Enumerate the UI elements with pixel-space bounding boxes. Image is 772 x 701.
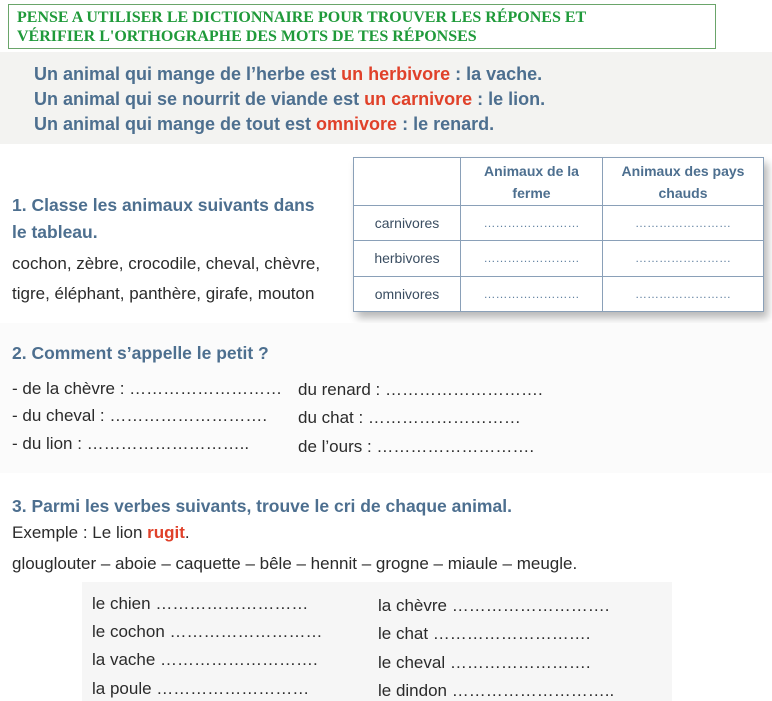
cry-horse-line[interactable]: le cheval ……………………. [378, 653, 591, 672]
young-horse-line[interactable]: - du cheval : ………………………. [12, 406, 268, 425]
example-text: Exemple : Le lion [12, 523, 148, 542]
example-line [12, 523, 190, 543]
definition-text: Un animal qui mange de l’herbe est [34, 64, 342, 84]
cry-pig-line[interactable]: le cochon ……………………… [92, 622, 323, 641]
answer-cell[interactable]: …………………… [603, 241, 764, 276]
header-text: Animaux de la [484, 162, 579, 179]
definition-carnivore [34, 89, 545, 110]
exercise-3-title: 3. Parmi les verbes suivants, trouve le cri de chaque animal. [12, 496, 512, 516]
row-label-herbivores: herbivores [354, 241, 461, 276]
banner-line-2: VÉRIFIER L'ORTHOGRAPHE DES MOTS DE TES RÉPONSES [17, 28, 477, 45]
keyword-omnivore: omnivore [316, 114, 398, 134]
answer-cell[interactable]: …………………… [461, 206, 603, 241]
table-row [354, 276, 764, 311]
keyword-carnivore: un carnivore [364, 89, 473, 109]
row-label-omnivores: omnivores [354, 276, 461, 311]
table-row [354, 241, 764, 276]
table-corner [354, 158, 461, 206]
keyword-herbivore: un herbivore [341, 64, 451, 84]
definition-omnivore [34, 114, 494, 135]
instruction-banner [8, 4, 716, 49]
table-row [354, 206, 764, 241]
animal-list-2: tigre, éléphant, panthère, girafe, mouton [12, 284, 315, 303]
definition-text: Un animal qui se nourrit de viande est [34, 89, 365, 109]
classification-table [353, 157, 764, 312]
young-goat-line[interactable]: - de la chèvre : ……………………… [12, 379, 283, 398]
cry-cow-line[interactable]: la vache ………………………. [92, 650, 318, 669]
exercise-1-title-cont: le tableau. [12, 222, 98, 242]
young-fox-line[interactable]: du renard : ………………………. [298, 380, 543, 399]
answer-cell[interactable]: …………………… [603, 276, 764, 311]
verb-list: glouglouter – aboie – caquette – bêle – hennit – grogne – miaule – meugle. [12, 554, 578, 573]
cry-goat-line[interactable]: la chèvre ………………………. [378, 596, 610, 615]
definition-text: Un animal qui mange de tout est [34, 114, 317, 134]
header-text: ferme [512, 184, 551, 201]
header-hot-countries [603, 158, 764, 206]
example-keyword: rugit [147, 523, 185, 542]
definition-example: : la vache. [450, 64, 543, 84]
exercise-2-title: 2. Comment s’appelle le petit ? [12, 343, 269, 363]
cry-dog-line[interactable]: le chien ……………………… [92, 594, 309, 613]
header-text: chauds [658, 184, 708, 201]
answer-cell[interactable]: …………………… [603, 206, 764, 241]
answer-cell[interactable]: …………………… [461, 276, 603, 311]
definition-herbivore [34, 64, 542, 85]
example-end: . [184, 523, 190, 542]
young-bear-line[interactable]: de l’ours : ………………………. [298, 437, 535, 456]
definition-example: : le lion. [472, 89, 546, 109]
animal-list-1: cochon, zèbre, crocodile, cheval, chèvre, [12, 254, 321, 273]
answer-cell[interactable]: …………………… [461, 241, 603, 276]
header-text: Animaux des pays [621, 162, 745, 179]
young-cat-line[interactable]: du chat : ……………………… [298, 408, 521, 427]
young-lion-line[interactable]: - du lion : ……………………….. [12, 434, 250, 453]
definition-example: : le renard. [397, 114, 495, 134]
banner-line-1: PENSE A UTILISER LE DICTIONNAIRE POUR TROUVER LES RÉPONES ET [17, 9, 587, 26]
cry-turkey-line[interactable]: le dindon ……………………….. [378, 681, 615, 700]
cry-cat-line[interactable]: le chat ………………………. [378, 624, 591, 643]
row-label-carnivores: carnivores [354, 206, 461, 241]
header-farm-animals [461, 158, 603, 206]
definitions-box [0, 52, 772, 144]
cry-hen-line[interactable]: la poule ……………………… [92, 679, 310, 698]
exercise-1-title: 1. Classe les animaux suivants dans [12, 195, 315, 215]
